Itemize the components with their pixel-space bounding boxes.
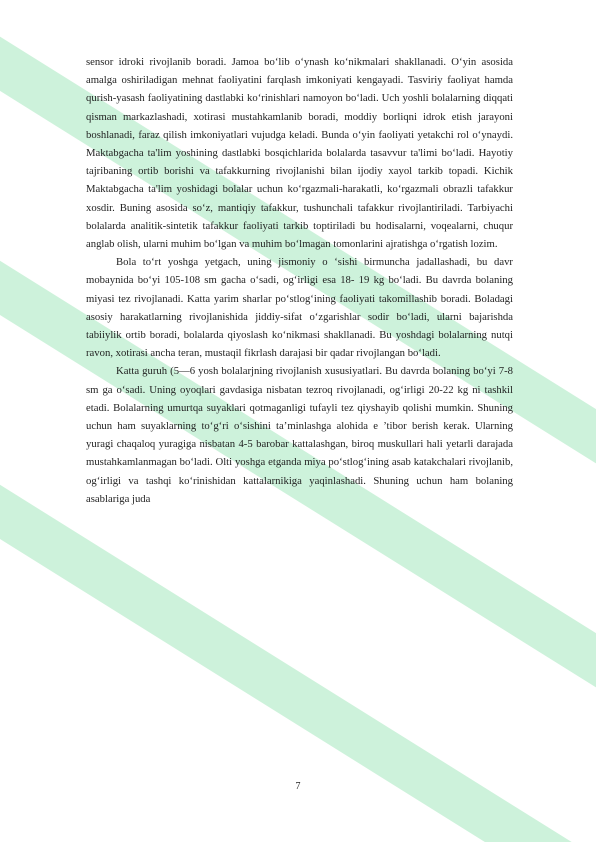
paragraph-3: Katta guruh (5—6 yosh bolalarjning rivojlanish xususiyatlari. Bu davrda bolaning bo‘yi 7-8 sm ga o‘sadi. Uning oyoqlari gavdasiga nisbatan tezroq rivojlanadi, og‘irligi 20-22 kg ni tashkil etadi. Bolalarning umurtqa suyaklari qotmaganligi tufayli tez qiyshayib qolishi mumkin. Shuning uchun ham suyaklarning to‘g‘ri o‘sishini ta’minlashga alohida e ’tibor berish kerak. Ularning yuragi chaqaloq yuragiga nisbatan 4-5 barobar kattalashgan, biroq muskullari hali yetarli darajada mustahkamlanmagan bo‘ladi. Olti yoshga etganda miya po‘stlog‘ining asab katakchalari rivojlanib, og‘irligi va tashqi ko‘rinishidan kattalarnikiga yaqinlashadi. Shuning uchun ham bolaning asablariga juda xyxy=(86,365,513,505)
page-number: 7 xyxy=(295,781,301,792)
body-text xyxy=(86,53,513,508)
paragraph-1: sensor idroki rivojlanib boradi. Jamoa bo‘lib o‘ynash ko‘nikmalari shakllanadi. O‘yin asosida amalga oshiriladigan mehnat faoliyatini farqlash imkoniyati kengayadi. Tasviriy faoliyat hamda qurish-yasash faoliyatining dastlabki ko‘rinishlari namoyon bo‘ladi. Uch yoshli bolalarning diqqati qisman markazlashadi, xotirasi mustahkamlanib boradi, moddiy borliqni idrok etish jarayoni boshlanadi, faraz qilish imkoniyatlari vujudga keladi. Bunda o‘yin faoliyati yetakchi rol o‘ynaydi. Maktabgacha ta'lim yoshining dastlabki bosqichlarida bolalarda tasavvur ta'limi bo‘ladi. Hayotiy tajribaning ortib borishi va tafakkurning rivojlanishi bilan ijodiy xayol tarkib topadi. Kichik Maktabgacha ta'lim yoshidagi bolalar uchun ko‘rgazmali-harakatli, ko‘rgazmali obrazli tafakkur xosdir. Buning asosida so‘z, mantiqiy tafakkur, tushunchali tafakkur rivojlantiriladi. Tarbiyachi bolalarda analitik-sintetik tafakkur faoliyati tarkib toptiriladi bu hodisalarni, voqealarni, chuqur anglab olish, ularni muhim bo‘lgan va muhim bo‘lmagan tomonlarini ajratishga o‘rgatish lozim. xyxy=(86,56,513,251)
paragraph-2: Bola to‘rt yoshga yetgach, uning jismoniy o ‘sishi birmuncha jadallashadi, bu davr mobaynida bo‘yi 105-108 sm gacha o‘sadi, og‘irligi esa 18- 19 kg bo‘ladi. Bu davrda bolaning miyasi tez rivojlanadi. Katta yarim sharlar po‘stlog‘ining faoliyati takomillashib boradi. Boladagi asosiy harakatlarning rivojlanishida jiddiy-sifat o‘zgarishlar sodir bo‘ladi, ularni bajarishda tabiiylik ortib boradi, bolalarda qiyoslash ko‘nikmasi shakllanadi. Bu yoshdagi bolalarning nutqi ravon, xotirasi ancha teran, mustaqil fikrlash darajasi bir qadar rivojlangan bo‘ladi. xyxy=(86,256,513,360)
